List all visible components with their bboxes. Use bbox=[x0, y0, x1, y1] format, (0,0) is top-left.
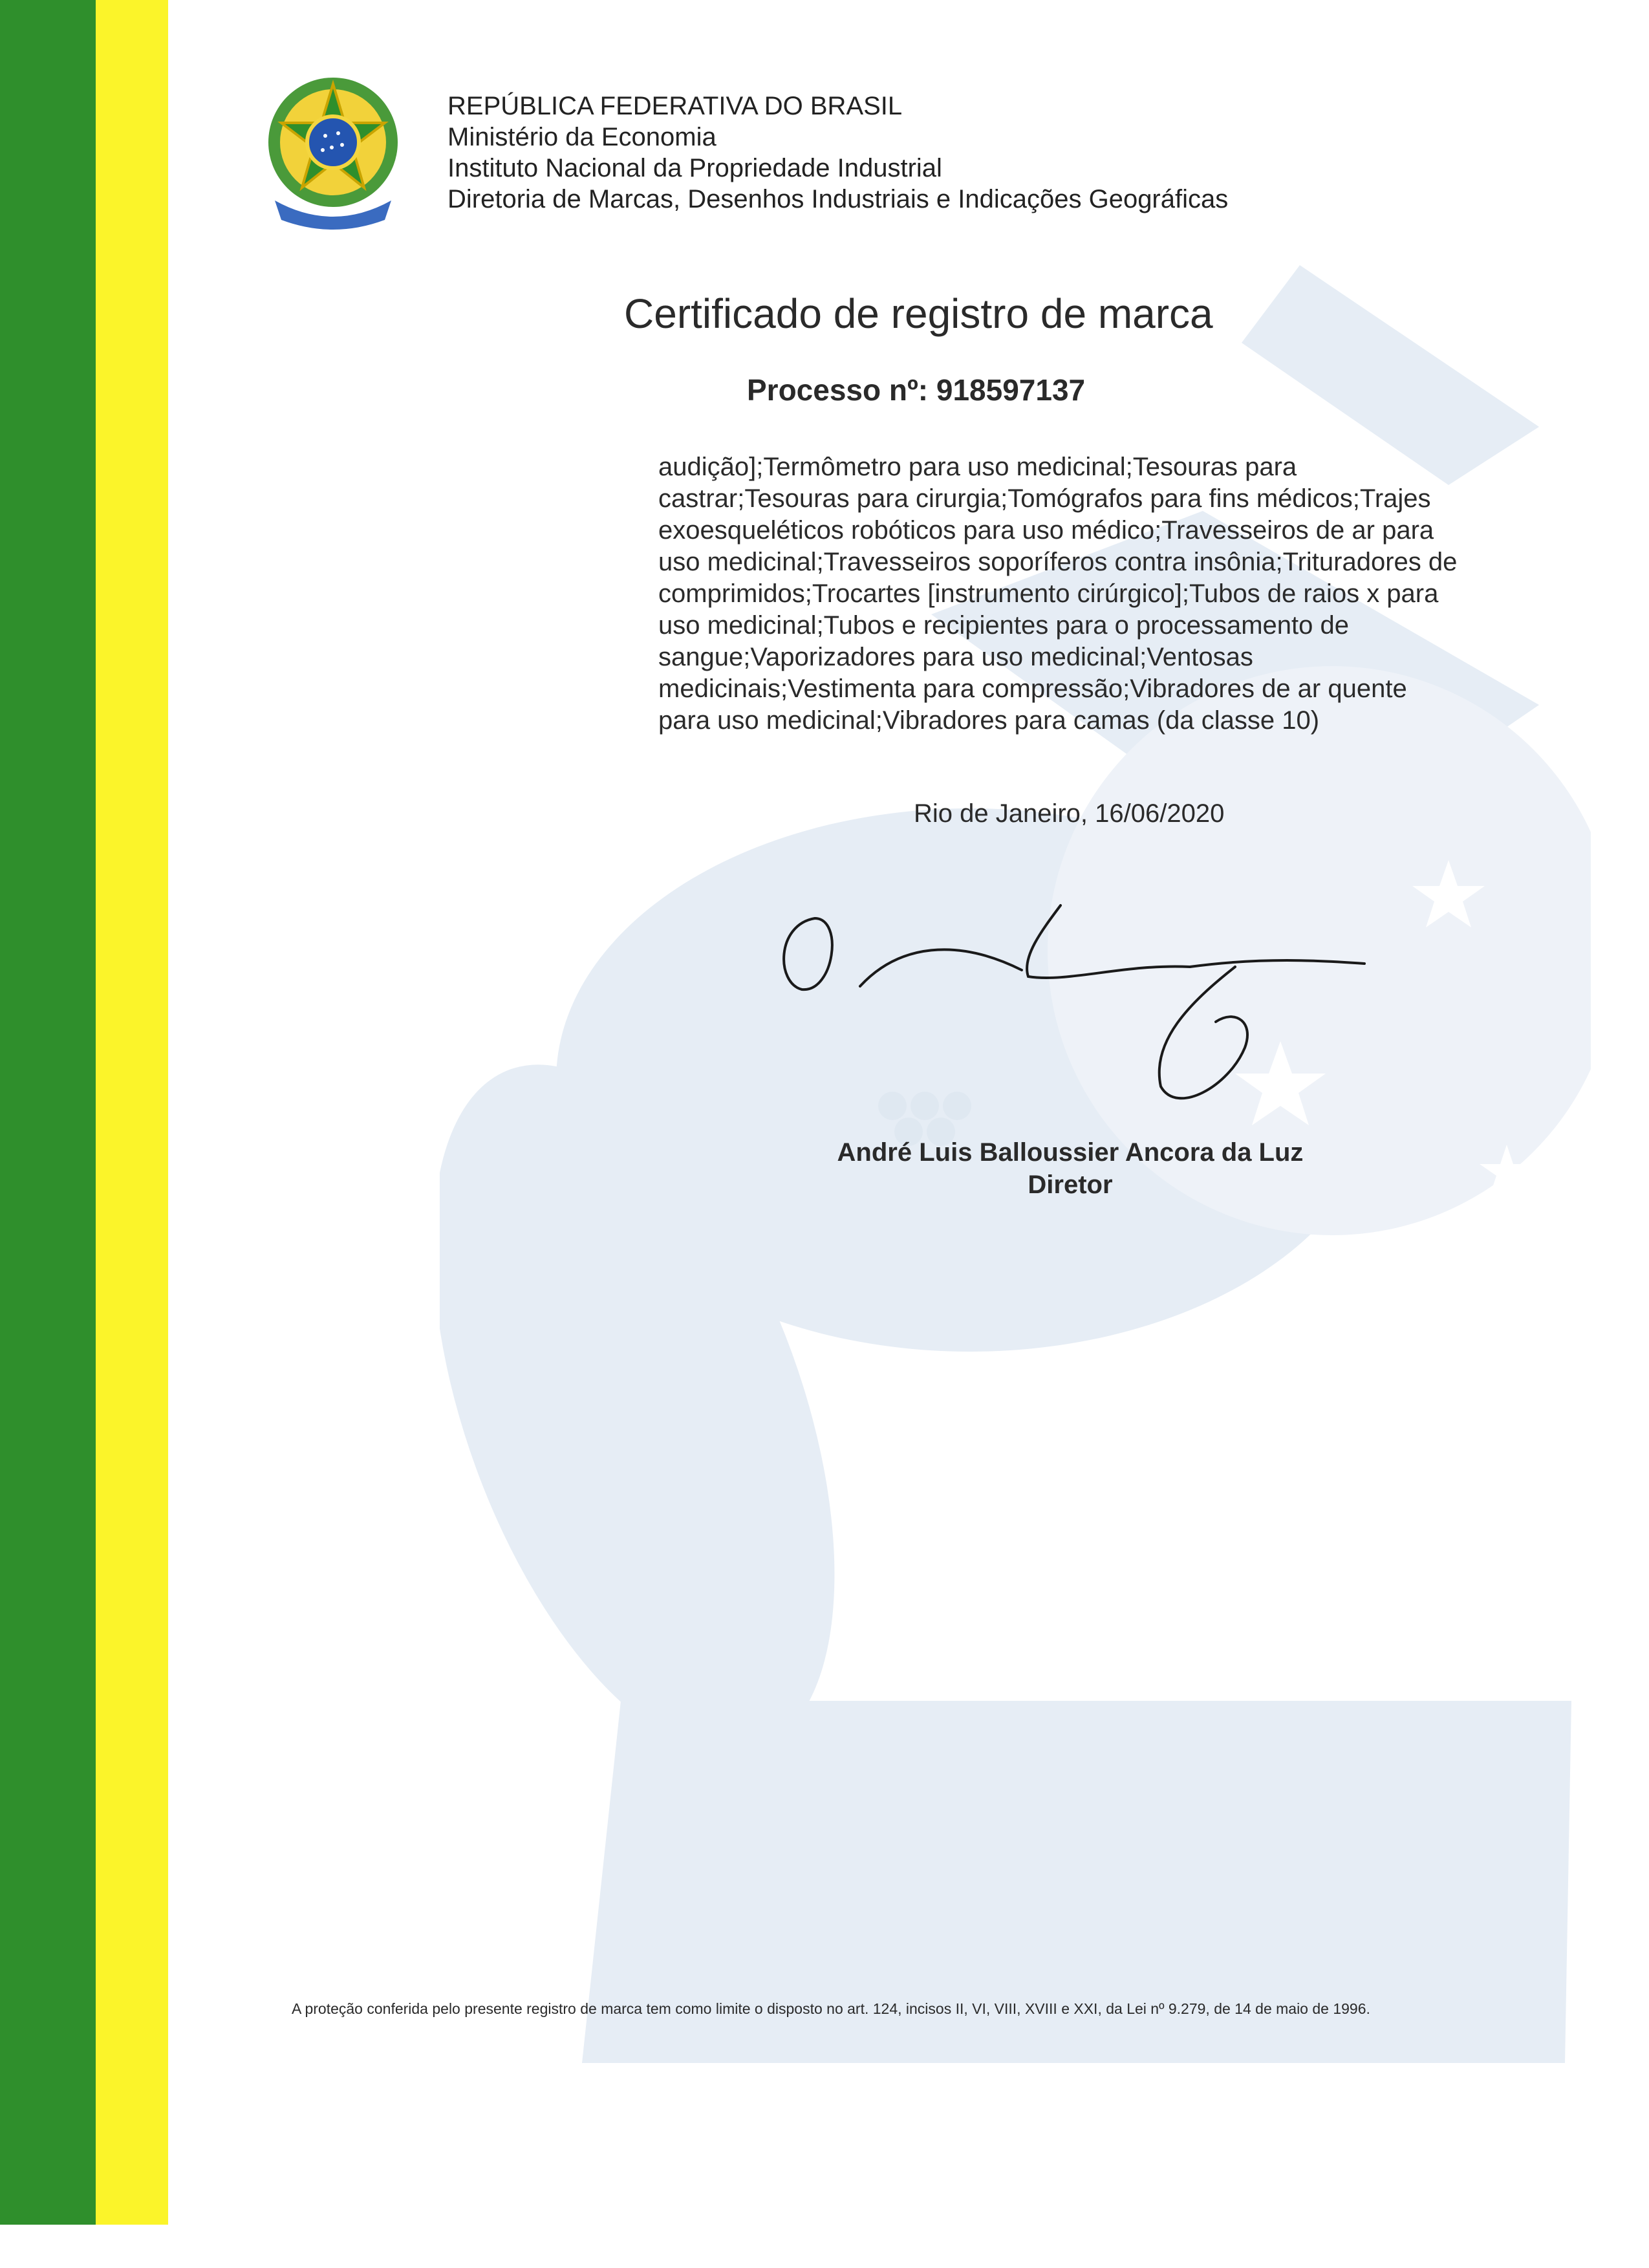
header-ministry: Ministério da Economia bbox=[447, 123, 717, 151]
spec-line: uso medicinal;Travesseiros soporíferos contra insônia;Trituradores de bbox=[658, 548, 1458, 576]
header-institute: Instituto Nacional da Propriedade Industrial bbox=[447, 154, 942, 182]
spec-line: uso medicinal;Tubos e recipientes para o processamento de bbox=[658, 611, 1350, 640]
spec-line: audição];Termômetro para uso medicinal;Tesouras para bbox=[658, 453, 1297, 481]
process-number: Processo nº: 918597137 bbox=[747, 373, 1086, 407]
signer-block bbox=[824, 1136, 1316, 1201]
brazil-coat-of-arms-icon bbox=[255, 71, 411, 233]
spec-line: sangue;Vaporizadores para uso medicinal;Ventosas bbox=[658, 643, 1253, 671]
legal-footer: A proteção conferida pelo presente registro de marca tem como limite o disposto no art. 124, incisos II, VI, VIII, XVIII e XXI, da Lei nº 9.279, de 14 de maio de 1996. bbox=[292, 2000, 1370, 2017]
handwritten-signature bbox=[763, 892, 1371, 1112]
spec-line: exoesqueléticos robóticos para uso médico;Travesseiros de ar para bbox=[658, 516, 1434, 545]
signer-role: Diretor bbox=[1028, 1171, 1113, 1199]
header-republic: REPÚBLICA FEDERATIVA DO BRASIL bbox=[447, 92, 903, 120]
spec-line: comprimidos;Trocartes [instrumento cirúrgico];Tubos de raios x para bbox=[658, 579, 1439, 608]
issuer-header bbox=[447, 91, 1228, 215]
spec-line: castrar;Tesouras para cirurgia;Tomógrafos para fins médicos;Trajes bbox=[658, 484, 1431, 513]
issue-date: Rio de Janeiro, 16/06/2020 bbox=[914, 799, 1225, 828]
yellow-stripe bbox=[96, 0, 168, 2225]
spec-line: para uso medicinal;Vibradores para camas (da classe 10) bbox=[658, 706, 1320, 735]
green-stripe bbox=[0, 0, 96, 2225]
signer-name: André Luis Balloussier Ancora da Luz bbox=[837, 1138, 1304, 1167]
certificate-title: Certificado de registro de marca bbox=[624, 290, 1213, 337]
spec-line: medicinais;Vestimenta para compressão;Vibradores de ar quente bbox=[658, 675, 1407, 703]
header-directorate: Diretoria de Marcas, Desenhos Industriais e Indicações Geográficas bbox=[447, 185, 1229, 213]
specification-text bbox=[658, 451, 1499, 737]
